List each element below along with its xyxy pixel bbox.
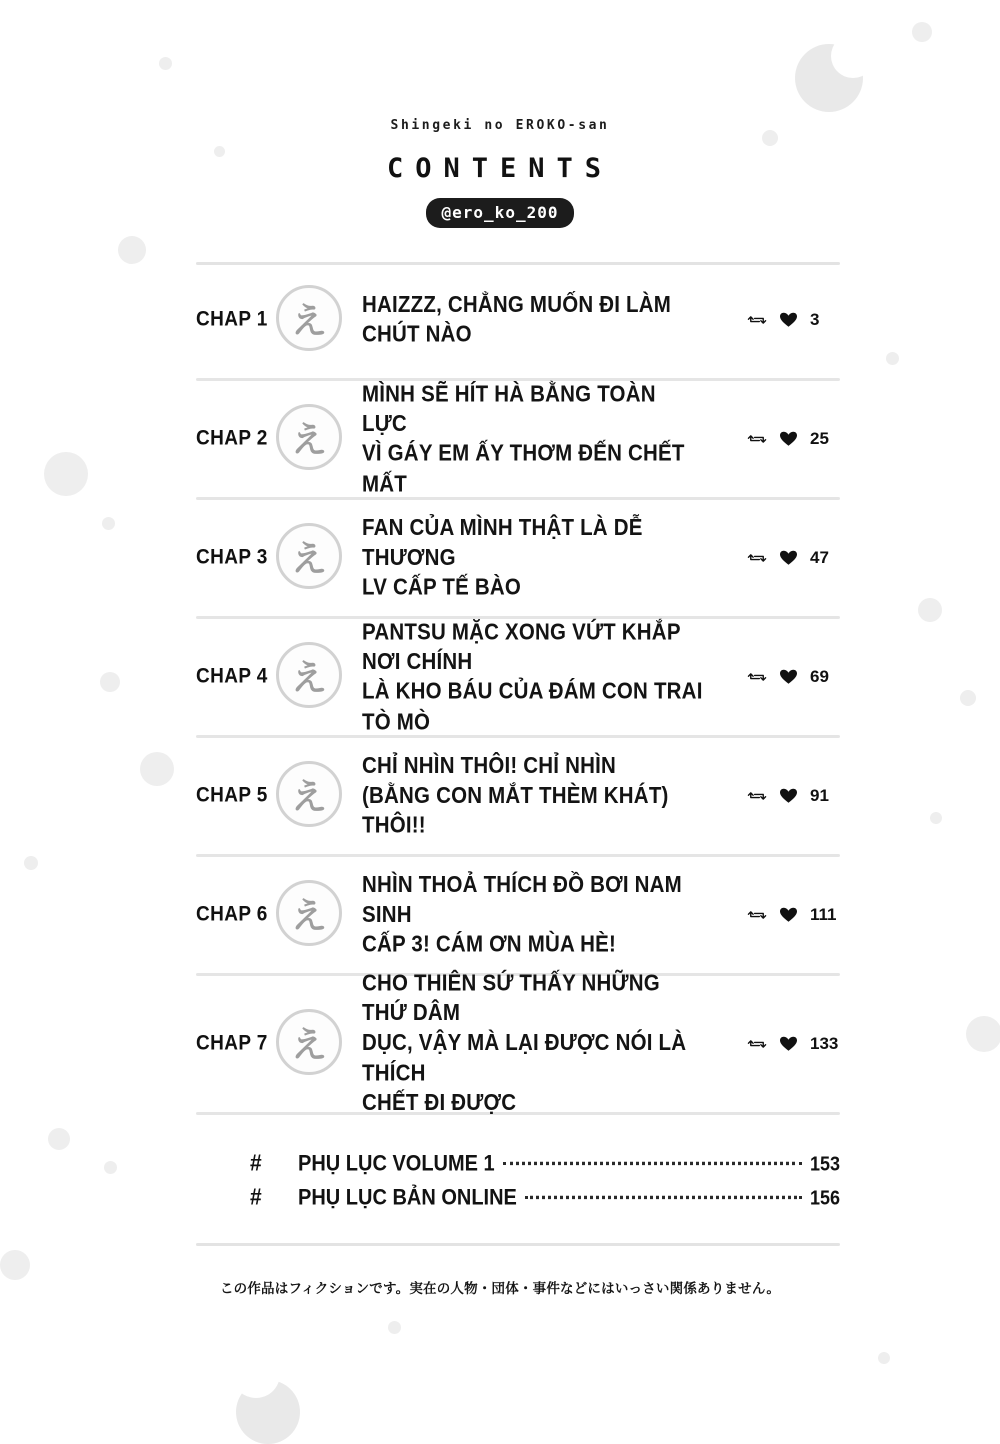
chapter-emblem-icon: え xyxy=(276,523,346,593)
leader-dots xyxy=(503,1161,802,1165)
table-of-contents xyxy=(196,262,840,1115)
chapter-title-line: MÌNH SẼ HÍT HÀ BẰNG TOÀN LỰC xyxy=(362,380,656,437)
appendix-list xyxy=(250,1152,840,1220)
page-header xyxy=(0,118,1000,228)
toc-row[interactable] xyxy=(196,970,840,1117)
chapter-meta xyxy=(712,905,840,925)
chapter-meta xyxy=(712,429,840,449)
chapter-title xyxy=(362,969,712,1119)
page-number: 153 xyxy=(809,1152,840,1176)
bubble-decoration xyxy=(118,236,146,264)
chapter-emblem-icon: え xyxy=(276,880,346,950)
chapter-title-line: CHẾT ĐI ĐƯỢC xyxy=(362,1089,517,1117)
retweet-icon[interactable] xyxy=(747,670,767,684)
chapter-title xyxy=(362,617,712,737)
chapter-label: CHAP 2 xyxy=(196,426,268,451)
bubble-decoration xyxy=(886,352,899,365)
bubble-decoration xyxy=(918,598,942,622)
heart-icon[interactable] xyxy=(780,788,797,804)
chapter-title-line: (BẰNG CON MẮT THÈM KHÁT) THÔI!! xyxy=(362,782,669,839)
chapter-emblem-icon: え xyxy=(276,285,346,355)
heart-icon[interactable] xyxy=(780,907,797,923)
chapter-meta xyxy=(712,667,840,687)
toc-row[interactable] xyxy=(196,857,840,973)
chapter-title-line: NHÌN THOẢ THÍCH ĐỒ BƠI NAM SINH xyxy=(362,871,682,928)
heart-icon[interactable] xyxy=(780,312,797,328)
chapter-meta xyxy=(712,1034,840,1054)
bubble-decoration xyxy=(140,752,174,786)
chapter-emblem-icon: え xyxy=(276,761,346,831)
bubble-decoration xyxy=(388,1321,401,1334)
bubble-decoration xyxy=(966,1016,1000,1052)
hash-icon: # xyxy=(250,1184,262,1211)
chapter-title xyxy=(362,290,712,350)
bubble-decoration xyxy=(24,856,38,870)
chapter-title-line: PANTSU MẶC XONG VỨT KHẮP NƠI CHÍNH xyxy=(362,618,681,675)
page-number: 91 xyxy=(810,786,829,805)
retweet-icon[interactable] xyxy=(747,432,767,446)
bubble-decoration xyxy=(236,1380,300,1444)
retweet-icon[interactable] xyxy=(747,1037,767,1051)
bubble-decoration xyxy=(100,672,120,692)
bubble-decoration xyxy=(878,1352,890,1364)
chapter-label: CHAP 7 xyxy=(196,1031,268,1056)
appendix-item[interactable] xyxy=(250,1185,840,1212)
disclaimer-note: この作品はフィクションです。実在の人物・団体・事件などにはいっさい関係ありません。 xyxy=(219,1281,781,1297)
chapter-title xyxy=(362,513,712,603)
retweet-icon[interactable] xyxy=(747,551,767,565)
series-title: Shingeki no EROKO-san xyxy=(390,118,610,133)
chapter-meta xyxy=(712,548,840,568)
chapter-title-line: CHO THIÊN SỨ THẤY NHỮNG THỨ DÂM xyxy=(362,970,660,1027)
toc-row[interactable] xyxy=(196,262,840,378)
retweet-icon[interactable] xyxy=(747,789,767,803)
chapter-title xyxy=(362,751,712,841)
appendix-label: PHỤ LỤC VOLUME 1 xyxy=(298,1151,495,1177)
page-number: 25 xyxy=(810,429,829,448)
chapter-label: CHAP 4 xyxy=(196,664,268,689)
page-number: 47 xyxy=(810,548,829,567)
chapter-title-line: FAN CỦA MÌNH THẬT LÀ DỄ THƯƠNG xyxy=(362,514,643,571)
heart-icon[interactable] xyxy=(780,550,797,566)
page-number: 69 xyxy=(810,667,829,686)
chapter-title-line: CẤP 3! CÁM ƠN MÙA HÈ! xyxy=(362,931,617,958)
bubble-decoration xyxy=(44,452,88,496)
page-number: 156 xyxy=(809,1186,840,1210)
chapter-meta xyxy=(712,310,840,330)
chapter-emblem-icon: え xyxy=(276,642,346,712)
page-number: 3 xyxy=(810,310,820,329)
chapter-label: CHAP 6 xyxy=(196,902,268,927)
heart-icon[interactable] xyxy=(780,1036,797,1052)
divider-bottom xyxy=(196,1243,840,1246)
retweet-icon[interactable] xyxy=(747,908,767,922)
chapter-meta xyxy=(712,786,840,806)
chapter-title-line: HAIZZZ, CHẲNG MUỐN ĐI LÀM CHÚT NÀO xyxy=(362,291,672,348)
page-title: CONTENTS xyxy=(386,153,614,184)
leader-dots xyxy=(525,1195,802,1199)
chapter-title-line: VÌ GÁY EM ẤY THƠM ĐẾN CHẾT MẤT xyxy=(362,440,685,497)
chapter-emblem-icon: え xyxy=(276,404,346,474)
appendix-item[interactable] xyxy=(250,1151,840,1178)
chapter-title-line: DỤC, VẬY MÀ LẠI ĐƯỢC NÓI LÀ THÍCH xyxy=(362,1030,687,1087)
toc-row[interactable] xyxy=(196,738,840,854)
heart-icon[interactable] xyxy=(780,431,797,447)
bubble-decoration xyxy=(912,22,932,42)
toc-row[interactable] xyxy=(196,619,840,735)
toc-row[interactable] xyxy=(196,381,840,497)
chapter-emblem-icon: え xyxy=(276,1009,346,1079)
appendix-label: PHỤ LỤC BẢN ONLINE xyxy=(298,1185,517,1211)
chapter-label: CHAP 3 xyxy=(196,545,268,570)
retweet-icon[interactable] xyxy=(747,313,767,327)
bubble-decoration xyxy=(795,44,863,112)
chapter-title xyxy=(362,870,712,960)
page-number: 133 xyxy=(810,1034,839,1053)
bubble-decoration xyxy=(48,1128,70,1150)
chapter-label: CHAP 5 xyxy=(196,783,268,808)
author-handle-badge: @ero_ko_200 xyxy=(426,198,575,228)
hash-icon: # xyxy=(250,1150,262,1177)
bubble-decoration xyxy=(930,812,942,824)
chapter-label: CHAP 1 xyxy=(196,307,268,332)
page-number: 111 xyxy=(810,905,837,924)
chapter-title-line: LÀ KHO BÁU CỦA ĐÁM CON TRAI TÒ MÒ xyxy=(362,678,703,735)
bubble-decoration xyxy=(960,690,976,706)
bubble-decoration xyxy=(0,1250,30,1280)
bubble-decoration xyxy=(159,57,172,70)
heart-icon[interactable] xyxy=(780,669,797,685)
toc-row[interactable] xyxy=(196,500,840,616)
chapter-title xyxy=(362,379,712,499)
bubble-decoration xyxy=(102,517,115,530)
chapter-title-line: LV CẤP TẾ BÀO xyxy=(362,574,522,601)
chapter-title-line: CHỈ NHÌN THÔI! CHỈ NHÌN xyxy=(362,752,617,779)
bubble-decoration xyxy=(104,1161,117,1174)
